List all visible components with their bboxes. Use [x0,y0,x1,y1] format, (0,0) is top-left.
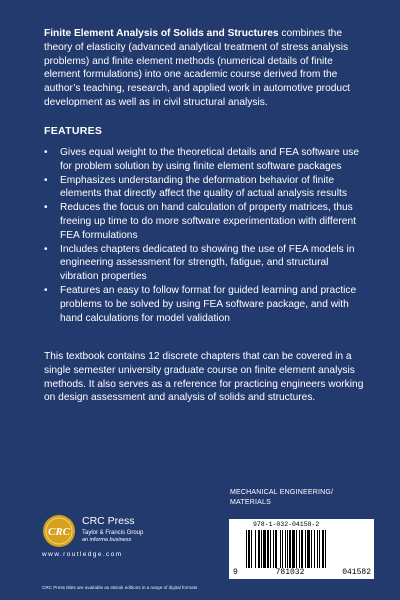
publisher-group: Taylor & Francis Group [82,530,144,536]
subject-category [230,488,370,507]
intro-text: combines the theory of elasticity (advanced analytical treatment of stress analysis problems) and finite element methods (numerical details of finite element formulations) into one academic course derived from the author’s teaching, research, and applied work in automotive product development as well as in civil structural analysis. [44,28,350,108]
features-heading: FEATURES [44,125,103,137]
crc-logo-icon [42,514,76,548]
bullet-icon: • [44,284,48,296]
category-line: MECHANICAL ENGINEERING/ [230,489,334,496]
closing-paragraph: This textbook contains 12 discrete chapters that can be covered in a single semester university graduate course on finite element analysis methods. It also serves as a reference for practicing engineers working on design assessment and analysis of solids and structures. [44,351,364,404]
feature-item: • Features an easy to follow format for guided learning and practice problems to be solved by using FEA software package, and with hand calculations for model validation [44,284,357,324]
features-list [44,146,366,325]
barcode-digit-group: 9 [233,568,238,577]
bullet-icon: • [44,174,48,186]
ebook-footnote: CRC Press titles are available as eBook editions in a range of digital formats [42,585,198,590]
publisher-logo-block [42,514,202,570]
bullet-icon: • [44,243,48,255]
feature-item: • Includes chapters dedicated to showing the use of FEA models in engineering assessment for strength, fatigue, and structural vibration properties [44,243,355,283]
barcode-digit-group: 781032 [275,568,305,577]
category-line: MATERIALS [230,498,271,506]
book-title: Finite Element Analysis of Solids and Structures [44,28,279,39]
isbn-number: 978-1-032-04158-2 [253,521,320,528]
publisher-business: an informa business [82,537,132,543]
feature-item: • Emphasizes understanding the deformation behavior of finite elements that directly affect the quality of actual analysis results [44,174,347,200]
barcode-digit-group: 041582 [342,568,371,577]
bullet-icon: • [44,202,48,214]
publisher-website: www.routledge.com [42,551,123,558]
logo-text: CRC [47,526,71,538]
isbn-barcode [229,519,374,579]
feature-item: • Reduces the focus on hand calculation of property matrices, thus freeing up time to do more software experimentation with different FEA formulations [44,202,356,241]
publisher-name: CRC Press [82,515,135,527]
barcode-bars [246,530,362,568]
barcode-digits [233,568,371,577]
bullet-icon: • [44,147,48,158]
intro-paragraph [44,27,364,110]
feature-item: • Gives equal weight to the theoretical details and FEA software use for problem solution by using finite element software packages [44,147,360,172]
